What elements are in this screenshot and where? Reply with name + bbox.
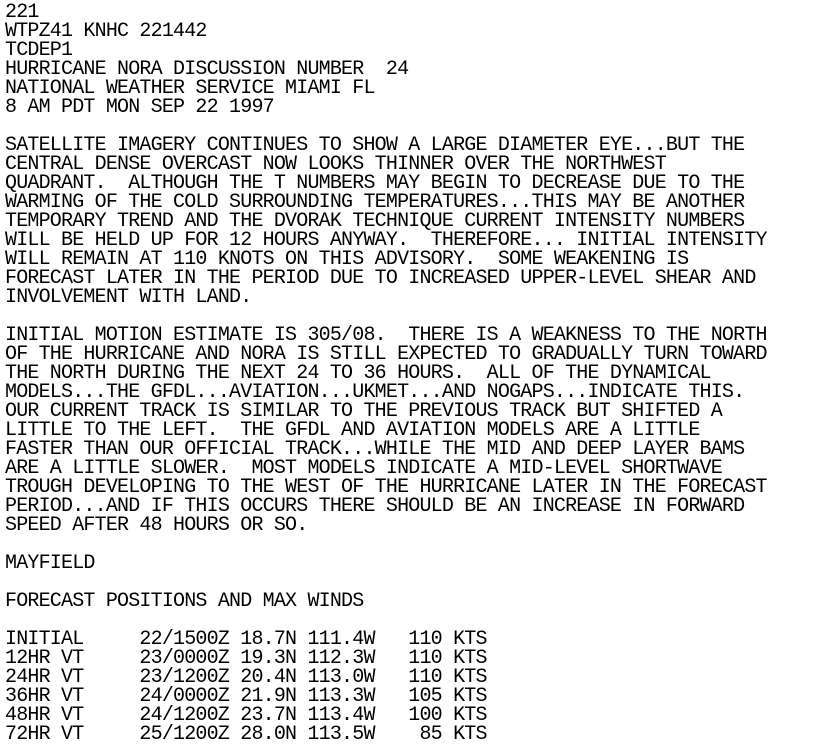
- header-line: 221: [5, 1, 39, 24]
- paragraph-line: FASTER THAN OUR OFFICIAL TRACK...WHILE THE MID AND DEEP LAYER BAMS: [5, 438, 745, 461]
- header-line: TCDEP1: [5, 39, 73, 62]
- header-line: WTPZ41 KNHC 221442: [5, 20, 207, 43]
- paragraph-line: MODELS...THE GFDL...AVIATION...UKMET...AND NOGAPS...INDICATE THIS.: [5, 381, 745, 404]
- paragraph-line: SATELLITE IMAGERY CONTINUES TO SHOW A LARGE DIAMETER EYE...BUT THE: [5, 134, 745, 157]
- paragraph-line: SPEED AFTER 48 HOURS OR SO.: [5, 514, 308, 537]
- paragraph-line: WILL REMAIN AT 110 KNOTS ON THIS ADVISORY. SOME WEAKENING IS: [5, 248, 689, 271]
- paragraph-line: OF THE HURRICANE AND NORA IS STILL EXPECTED TO GRADUALLY TURN TOWARD: [5, 343, 767, 366]
- discussion-title: HURRICANE NORA DISCUSSION NUMBER 24: [5, 58, 409, 81]
- forecast-row: 36HR VT 24/0000Z 21.9N 113.3W 105 KTS: [5, 685, 487, 708]
- forecast-row: 24HR VT 23/1200Z 20.4N 113.0W 110 KTS: [5, 666, 487, 689]
- paragraph-line: OUR CURRENT TRACK IS SIMILAR TO THE PREVIOUS TRACK BUT SHIFTED A: [5, 400, 722, 423]
- paragraph-line: LITTLE TO THE LEFT. THE GFDL AND AVIATION MODELS ARE A LITTLE: [5, 419, 700, 442]
- paragraph-line: WILL BE HELD UP FOR 12 HOURS ANYWAY. THEREFORE... INITIAL INTENSITY: [5, 229, 767, 252]
- forecast-row: INITIAL 22/1500Z 18.7N 111.4W 110 KTS: [5, 628, 487, 651]
- forecast-heading: FORECAST POSITIONS AND MAX WINDS: [5, 590, 364, 613]
- paragraph-line: INVOLVEMENT WITH LAND.: [5, 286, 252, 309]
- forecaster-signature: MAYFIELD: [5, 552, 95, 575]
- paragraph-line: FORECAST LATER IN THE PERIOD DUE TO INCREASED UPPER-LEVEL SHEAR AND: [5, 267, 756, 290]
- forecast-row: 12HR VT 23/0000Z 19.3N 112.3W 110 KTS: [5, 647, 487, 670]
- issue-time: 8 AM PDT MON SEP 22 1997: [5, 96, 274, 119]
- paragraph-line: PERIOD...AND IF THIS OCCURS THERE SHOULD BE AN INCREASE IN FORWARD: [5, 495, 745, 518]
- paragraph-line: TEMPORARY TREND AND THE DVORAK TECHNIQUE CURRENT INTENSITY NUMBERS: [5, 210, 745, 233]
- bulletin-header: [5, 3, 826, 117]
- paragraph-line: CENTRAL DENSE OVERCAST NOW LOOKS THINNER OVER THE NORTHWEST: [5, 153, 666, 176]
- paragraph-line: TROUGH DEVELOPING TO THE WEST OF THE HURRICANE LATER IN THE FORECAST: [5, 476, 767, 499]
- paragraph-line: WARMING OF THE COLD SURROUNDING TEMPERATURES...THIS MAY BE ANOTHER: [5, 191, 745, 214]
- paragraph-line: INITIAL MOTION ESTIMATE IS 305/08. THERE IS A WEAKNESS TO THE NORTH: [5, 324, 767, 347]
- forecast-row: 72HR VT 25/1200Z 28.0N 113.5W 85 KTS: [5, 723, 487, 746]
- paragraph-line: THE NORTH DURING THE NEXT 24 TO 36 HOURS. ALL OF THE DYNAMICAL: [5, 362, 711, 385]
- intensity-paragraph: [5, 136, 826, 307]
- motion-paragraph: [5, 326, 826, 535]
- paragraph-line: ARE A LITTLE SLOWER. MOST MODELS INDICATE A MID-LEVEL SHORTWAVE: [5, 457, 722, 480]
- forecast-row: 48HR VT 24/1200Z 23.7N 113.4W 100 KTS: [5, 704, 487, 727]
- paragraph-line: QUADRANT. ALTHOUGH THE T NUMBERS MAY BEGIN TO DECREASE DUE TO THE: [5, 172, 745, 195]
- forecast-table: [5, 630, 826, 744]
- issuing-office: NATIONAL WEATHER SERVICE MIAMI FL: [5, 77, 375, 100]
- blank-line: [5, 535, 826, 554]
